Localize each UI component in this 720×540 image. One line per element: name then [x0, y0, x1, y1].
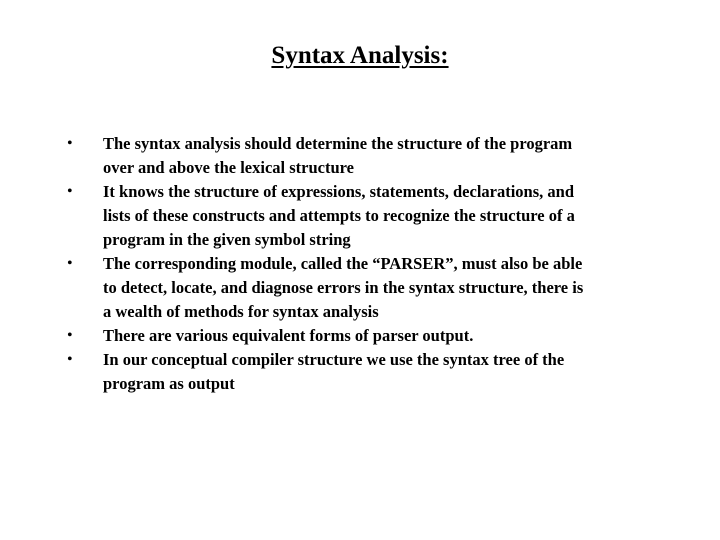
- bullet-item-2: [60, 180, 700, 252]
- bullet-dot-icon: •: [67, 351, 73, 368]
- bullet-dot-icon: •: [67, 255, 73, 272]
- bullet-text-line: program in the given symbol string: [103, 230, 351, 249]
- slide-title: Syntax Analysis:: [271, 42, 449, 69]
- bullet-item-1: [60, 132, 700, 180]
- bullet-dot-icon: •: [67, 327, 73, 344]
- bullet-list: [60, 132, 700, 396]
- bullet-dot-icon: •: [67, 135, 73, 152]
- bullet-text-line: lists of these constructs and attempts to recognize the structure of a: [103, 206, 575, 225]
- bullet-text-line: program as output: [103, 374, 235, 393]
- bullet-text-line: a wealth of methods for syntax analysis: [103, 302, 379, 321]
- bullet-item-3: [60, 252, 700, 324]
- bullet-item-5: [60, 348, 700, 396]
- bullet-text-line: over and above the lexical structure: [103, 158, 354, 177]
- bullet-text-line: to detect, locate, and diagnose errors in the syntax structure, there is: [103, 278, 584, 297]
- bullet-text-line: The syntax analysis should determine the structure of the program: [103, 134, 573, 153]
- bullet-text-line: The corresponding module, called the “PARSER”, must also be able: [103, 254, 583, 273]
- bullet-text-line: There are various equivalent forms of parser output.: [103, 326, 474, 345]
- bullet-text-line: It knows the structure of expressions, statements, declarations, and: [103, 182, 575, 201]
- bullet-dot-icon: •: [67, 183, 73, 200]
- bullet-text-line: In our conceptual compiler structure we use the syntax tree of the: [103, 350, 565, 369]
- bullet-item-4: [60, 324, 700, 348]
